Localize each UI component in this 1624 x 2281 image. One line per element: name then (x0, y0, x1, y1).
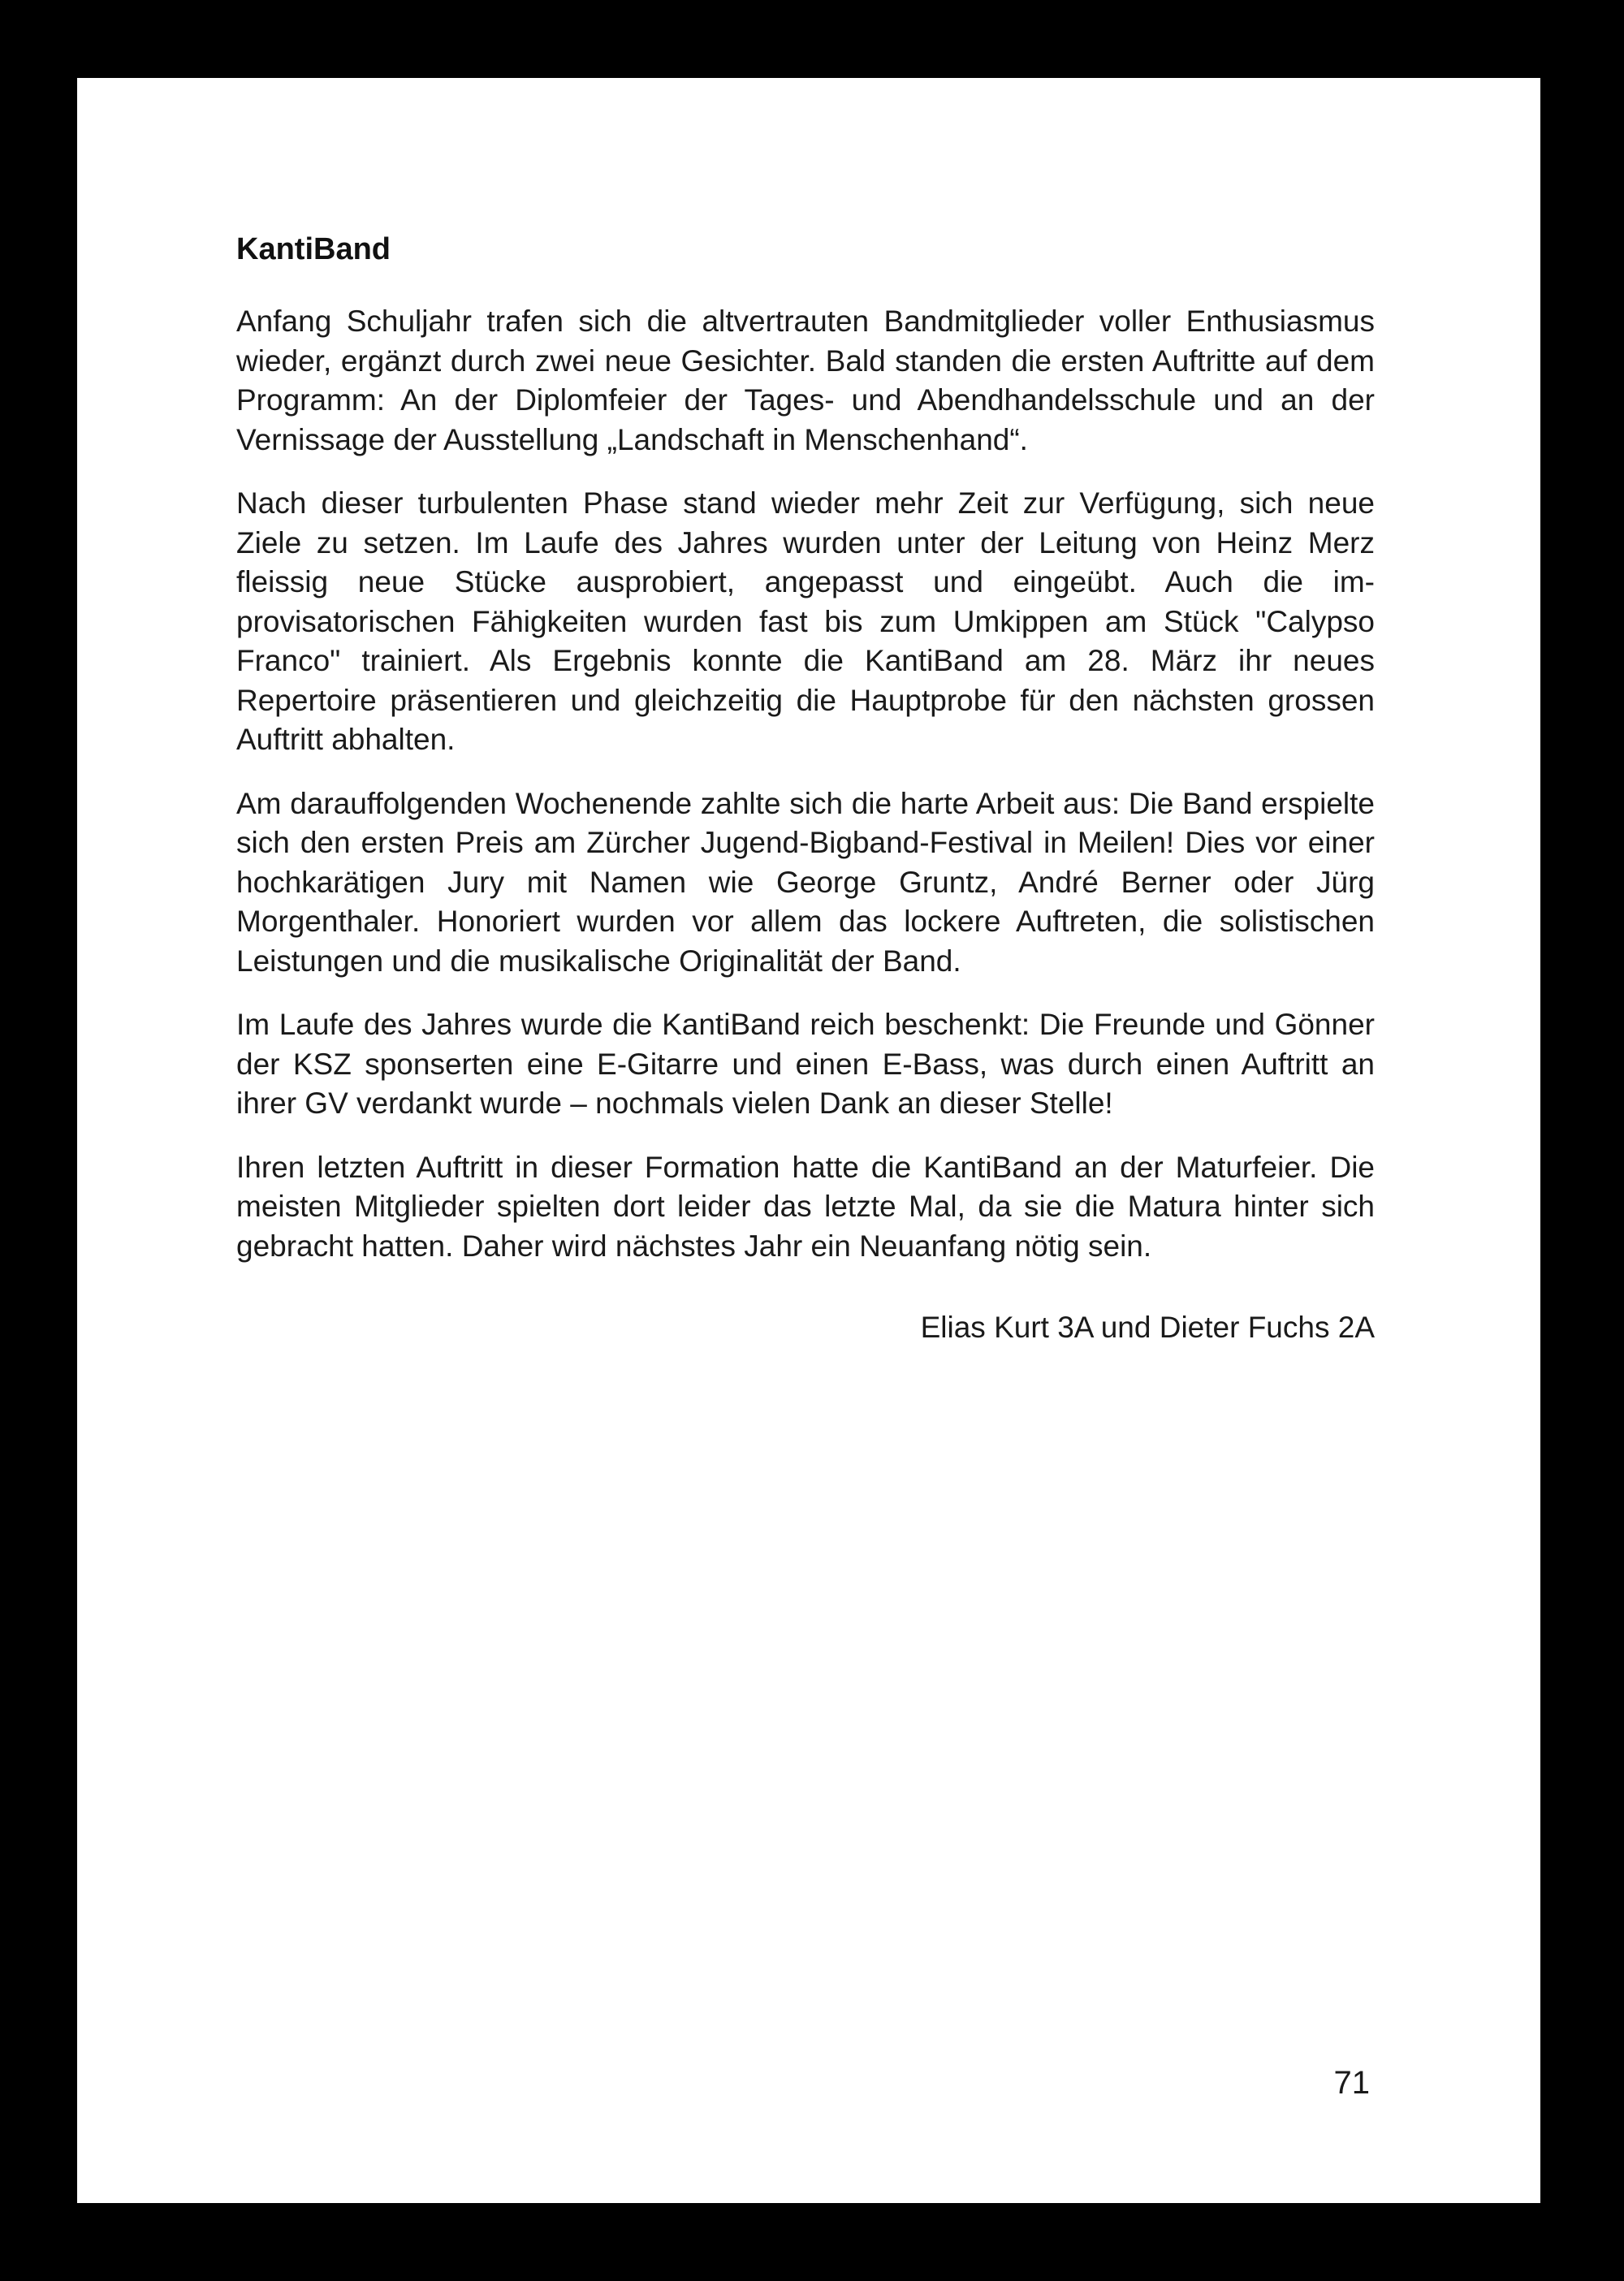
paragraph-5: Ihren letzten Auftritt in dieser Formation hatte die KantiBand an der Maturfeier. Die meisten Mitglieder spielten dort leider das letzte Mal, da sie die Matura hinter sich gebracht hatten. Daher wird nächstes Jahr ein Neuanfang nötig sein. (236, 1150, 1375, 1263)
paragraph-2: Nach dieser turbulenten Phase stand wieder mehr Zeit zur Verfügung, sich neue Ziele zu setzen. Im Laufe des Jahres wurden unter der Leitung von Heinz Merz fleissig neue Stücke ausprobiert, angepasst und eingeübt. Auch die improvisatorischen Fähigkeiten wurden fast bis zum Umkippen am Stück "Calypso Franco" trainiert. Als Ergebnis konnte die KantiBand am 28. März ihr neues Repertoire präsentieren und gleichzeitig die Hauptprobe für den nächsten grossen Auftritt abhalten. (236, 486, 1375, 756)
page-number: 71 (1333, 2065, 1370, 2101)
paragraph-1: Anfang Schuljahr trafen sich die altvertrauten Bandmitglieder voller Enthusiasmus wieder, ergänzt durch zwei neue Gesichter. Bald standen die ersten Auftritte auf dem Programm: An der Diplomfeier der Tages- und Abendhandelsschule und an der Vernissage der Ausstellung „Landschaft in Menschenhand“. (236, 305, 1375, 456)
paragraph-3: Am darauffolgenden Wochenende zahlte sich die harte Arbeit aus: Die Band erspielte sich den ersten Preis am Zürcher Jugend-Bigband-Festival in Meilen! Dies vor einer hochkarätigen Jury mit Namen wie George Gruntz, André Berner oder Jürg Morgenthaler. Honoriert wurden vor allem das lockere Auftreten, die solistischen Leistungen und die musikalische Originalität der Band. (236, 786, 1375, 978)
article (236, 229, 1375, 1347)
author-signature: Elias Kurt 3A und Dieter Fuchs 2A (920, 1311, 1375, 1344)
document-page (77, 78, 1540, 2203)
article-title: KantiBand (236, 232, 391, 266)
paragraph-4: Im Laufe des Jahres wurde die KantiBand reich beschenkt: Die Freunde und Gönner der KSZ sponserten eine E-Gitarre und einen E-Bass, was durch einen Auftritt an ihrer GV verdankt wurde – nochmals vielen Dank an dieser Stelle! (236, 1008, 1375, 1120)
